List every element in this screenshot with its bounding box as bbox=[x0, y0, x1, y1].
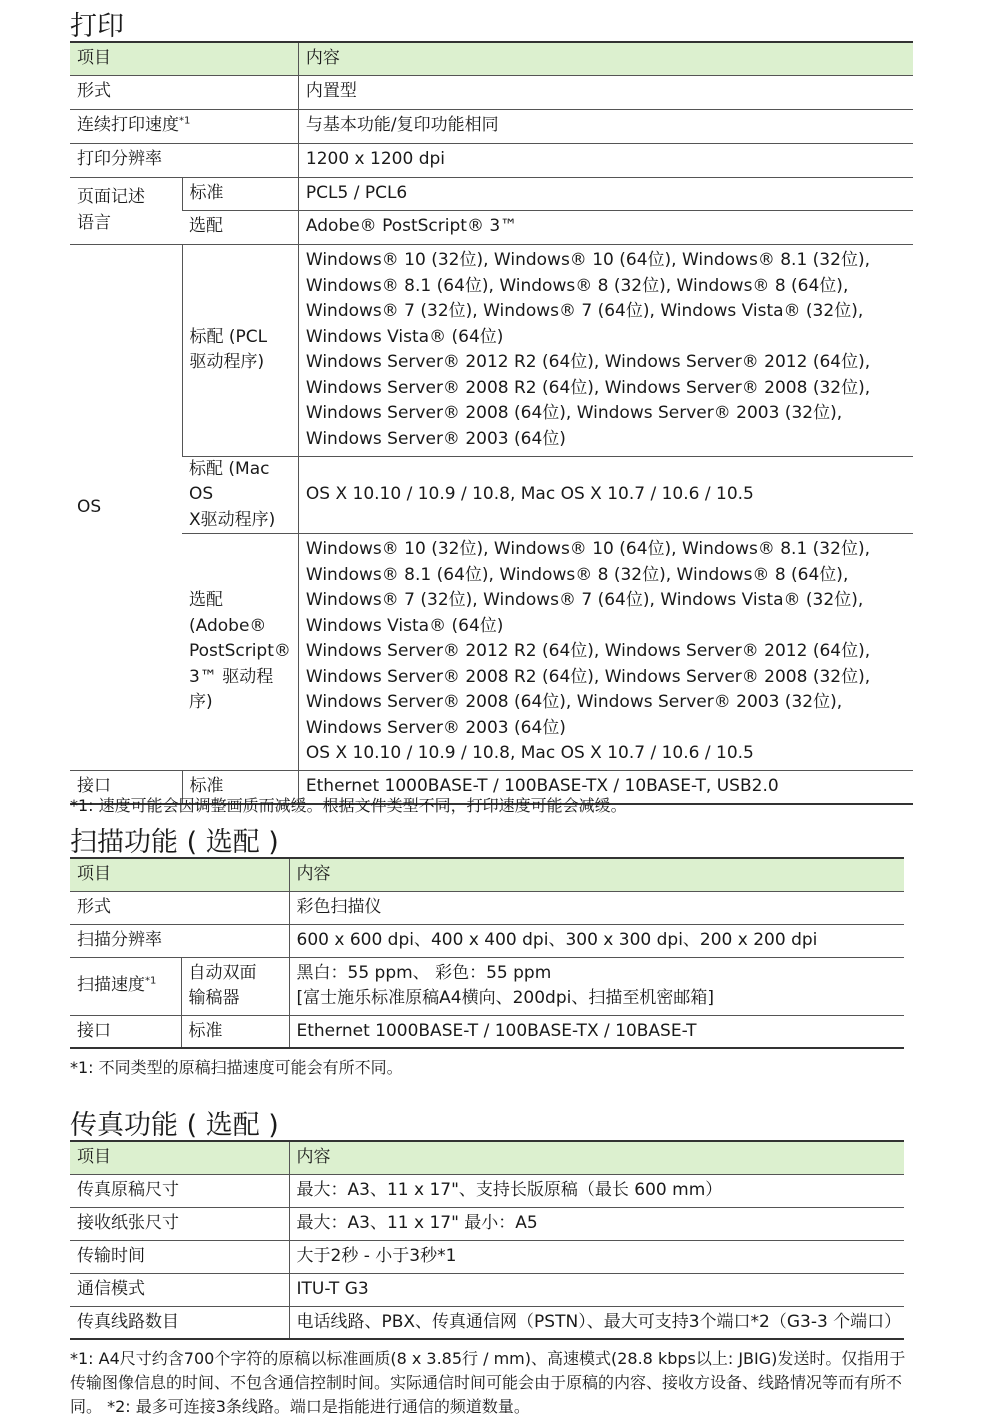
row-value: PCL5 / PCL6 bbox=[298, 177, 913, 210]
sub-label: 自动双面 输稿器 bbox=[181, 957, 289, 1015]
row-value: 大于2秒 - 小于3秒*1 bbox=[289, 1240, 904, 1273]
sub-label: 标准 bbox=[182, 771, 298, 804]
sub-label: 标配 (PCL 驱动程序) bbox=[182, 244, 298, 456]
print-footnote: *1: 速度可能会因调整画质而减缓。根据文件类型不同，打印速度可能会减缓。 bbox=[70, 796, 627, 815]
header-item: 项目 bbox=[70, 42, 298, 75]
scan-section-title: 扫描功能 ( 选配 ) bbox=[70, 827, 279, 858]
row-label: 传真线路数目 bbox=[77, 1311, 179, 1332]
row-value: 彩色扫描仪 bbox=[289, 891, 904, 924]
row-value: 最大：A3、11 x 17"、支持长版原稿（最长 600 mm） bbox=[289, 1174, 904, 1207]
row-value: Adobe® PostScript® 3™ bbox=[298, 210, 913, 244]
fax-footnote: *1: A4尺寸约含700个字符的原稿以标准画质(8 x 3.85行 / mm)、高速模式(28.8 kbps以上: JBIG)发送时。仅指用于传输图像信息的时间、不包含通信控制时间。实际通信时间可能会由于原稿的内容、接收方设备、线路情况等而有所不同。 *2: 最多可连接3条线路。端口是指能进行通信的频道数量。 bbox=[70, 1349, 906, 1416]
row-value: 黑白：55 ppm、 彩色：55 ppm [富士施乐标准原稿A4横向、200dpi、扫描至机密邮箱] bbox=[289, 957, 904, 1015]
row-label: 打印分辨率 bbox=[70, 143, 298, 177]
row-value: 最大：A3、11 x 17" 最小：A5 bbox=[289, 1207, 904, 1240]
row-value: OS X 10.10 / 10.9 / 10.8, Mac OS X 10.7 / 10.6 / 10.5 bbox=[298, 456, 913, 534]
fax-section-title: 传真功能 ( 选配 ) bbox=[70, 1110, 279, 1141]
header-item: 项目 bbox=[70, 858, 289, 891]
header-content: 内容 bbox=[298, 42, 913, 75]
row-label: OS bbox=[70, 244, 182, 771]
sub-label: 标配 (Mac OS X驱动程序) bbox=[182, 456, 298, 534]
row-value: Ethernet 1000BASE-T / 100BASE-TX / 10BASE-T bbox=[289, 1015, 904, 1048]
header-content: 内容 bbox=[289, 1141, 904, 1174]
row-label: 接口 bbox=[77, 776, 111, 796]
row-label: 通信模式 bbox=[70, 1273, 289, 1306]
row-label: 传真原稿尺寸 bbox=[70, 1174, 289, 1207]
header-content: 内容 bbox=[289, 858, 904, 891]
fax-spec-table bbox=[70, 1140, 904, 1340]
row-label: 连续打印速度$^{*1}$ bbox=[70, 109, 298, 143]
row-value: Windows® 10 (32位), Windows® 10 (64位), Windows® 8.1 (32位), Windows® 8.1 (64位), Windows® 8 (32位), Windows® 8 (64位), Windows® 7 (32位), Windows® 7 (64位), Windows Vista® (32位), Windows Vista® (64位) Windows Server® 2012 R2 (64位), Windows Server® 2012 (64位), Windows Server® 2008 R2 (64位), Windows Server® 2008 (32位), Windows Server® 2008 (64位), Windows Server® 2003 (32位), Windows Server® 2003 (64位) bbox=[298, 244, 913, 456]
sub-label: 标准 bbox=[181, 1015, 289, 1048]
row-label: 形式 bbox=[70, 75, 298, 109]
row-value: 内置型 bbox=[298, 75, 913, 109]
row-label: 页面记述 语言 bbox=[70, 177, 182, 244]
row-label: 传输时间 bbox=[70, 1240, 289, 1273]
print-spec-table bbox=[70, 41, 913, 805]
row-value: Windows® 10 (32位), Windows® 10 (64位), Windows® 8.1 (32位), Windows® 8.1 (64位), Windows® 8 (32位), Windows® 8 (64位), Windows® 7 (32位), Windows® 7 (64位), Windows Vista® (32位), Windows Vista® (64位) Windows Server® 2012 R2 (64位), Windows Server® 2012 (64位), Windows Server® 2008 R2 (64位), Windows Server® 2008 (32位), Windows Server® 2008 (64位), Windows Server® 2003 (32位), Windows Server® 2003 (64位) OS X 10.10 / 10.9 / 10.8, Mac OS X 10.7 / 10.6 / 10.5 bbox=[298, 534, 913, 771]
row-label: 扫描速度$^{*1}$ bbox=[70, 957, 181, 1015]
row-value: 与基本功能/复印功能相同 bbox=[298, 109, 913, 143]
sub-label: 标准 bbox=[182, 177, 298, 210]
row-label: 扫描分辨率 bbox=[70, 924, 289, 957]
row-label: 形式 bbox=[70, 891, 289, 924]
row-value: 600 x 600 dpi、400 x 400 dpi、300 x 300 dpi、200 x 200 dpi bbox=[289, 924, 904, 957]
scan-footnote: *1: 不同类型的原稿扫描速度可能会有所不同。 bbox=[70, 1058, 403, 1077]
row-label: 接收纸张尺寸 bbox=[70, 1207, 289, 1240]
row-label: 接口 bbox=[77, 1020, 111, 1041]
row-value: 电话线路、PBX、传真通信网（PSTN）、最大可支持3个端口*2（G3-3 个端口） bbox=[289, 1306, 904, 1339]
scan-spec-table bbox=[70, 857, 904, 1049]
print-section-title: 打印 bbox=[70, 11, 124, 42]
row-value: 1200 x 1200 dpi bbox=[298, 143, 913, 177]
row-value: Ethernet 1000BASE-T / 100BASE-TX / 10BASE-T, USB2.0 bbox=[298, 771, 913, 804]
row-value: ITU-T G3 bbox=[289, 1273, 904, 1306]
sub-label: 选配 bbox=[182, 210, 298, 244]
header-item: 项目 bbox=[70, 1141, 289, 1174]
sub-label: 选配 (Adobe® PostScript® 3™ 驱动程序) bbox=[182, 534, 298, 771]
